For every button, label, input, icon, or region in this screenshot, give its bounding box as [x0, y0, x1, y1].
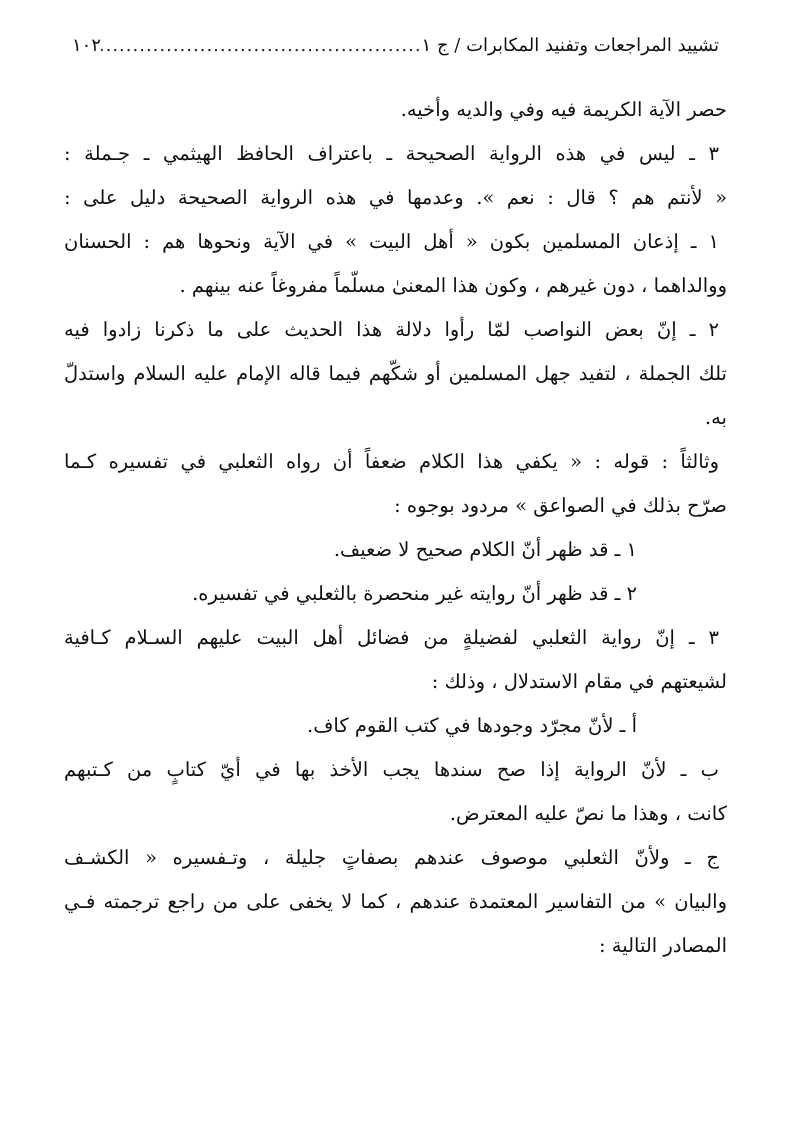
running-title: تشييد المراجعات وتفنيد المكابرات / ج ١ — [421, 34, 719, 56]
text-line: أ ـ لأنّ مجرّد وجودها في كتب القوم كاف. — [307, 714, 637, 737]
text-line: ٢ ـ إنّ بعض النواصب لمّا رأوا دلالة هذا الحديث على ما ذكرنا زادوا فيه — [64, 318, 719, 341]
body-text — [64, 88, 727, 968]
text-line: والبيان » من التفاسير المعتمدة عندهم ، كما لا يخفى على من راجع ترجمته فـي — [64, 890, 727, 913]
text-line: ٢ ـ قد ظهر أنّ روايته غير منحصرة بالثعلبي في تفسيره. — [192, 582, 637, 605]
text-line: ٣ ـ ليس في هذه الرواية الصحيحة ـ باعتراف الحافظ الهيثمي ـ جـملة : — [64, 142, 719, 165]
text-line: كانت ، وهذا ما نصّ عليه المعترض. — [449, 802, 727, 825]
text-line: ب ـ لأنّ الرواية إذا صح سندها يجب الأخذ بها في أيّ كتابٍ من كـتبهم — [64, 758, 719, 781]
text-line: المصادر التالية : — [598, 934, 727, 957]
text-line: ١ ـ إذعان المسلمين بكون « أهل البيت » في الآية ونحوها هم : الحسنان — [64, 230, 719, 253]
text-line: ج ـ ولأنّ الثعلبي موصوف عندهم بصفاتٍ جليلة ، وتـفسيره « الكشـف — [64, 846, 719, 869]
header-dot-leader — [101, 35, 422, 56]
text-line: ووالداهما ، دون غيرهم ، وكون هذا المعنىٰ مسلّماً مفروغاً عنه بينهم . — [179, 274, 727, 297]
text-line: تلك الجملة ، لتفيد جهل المسلمين أو شكّهم فيما قاله الإمام عليه السلام واستدلّ — [64, 362, 727, 385]
text-line: ١ ـ قد ظهر أنّ الكلام صحيح لا ضعيف. — [333, 538, 637, 561]
text-line: صرّح بذلك في الصواعق » مردود بوجوه : — [394, 494, 727, 517]
text-line: به. — [704, 406, 727, 429]
text-line: حصر الآية الكريمة فيه وفي والديه وأخيه. — [400, 98, 727, 121]
text-line: وثالثاً : قوله : « يكفي هذا الكلام ضعفاً أن رواه الثعلبي في تفسيره كـما — [64, 450, 719, 473]
page-header — [64, 30, 727, 60]
text-line: لشيعتهم في مقام الاستدلال ، وذلك : — [431, 670, 727, 693]
text-line: ٣ ـ إنّ رواية الثعلبي لفضيلةٍ من فضائل أهل البيت عليهم السـلام كـافية — [64, 626, 719, 649]
page-number: ١٠٢ — [72, 34, 102, 56]
text-line: « لأنتم هم ؟ قال : نعم ». وعدمها في هذه الرواية الصحيحة دليل على : — [64, 186, 727, 209]
